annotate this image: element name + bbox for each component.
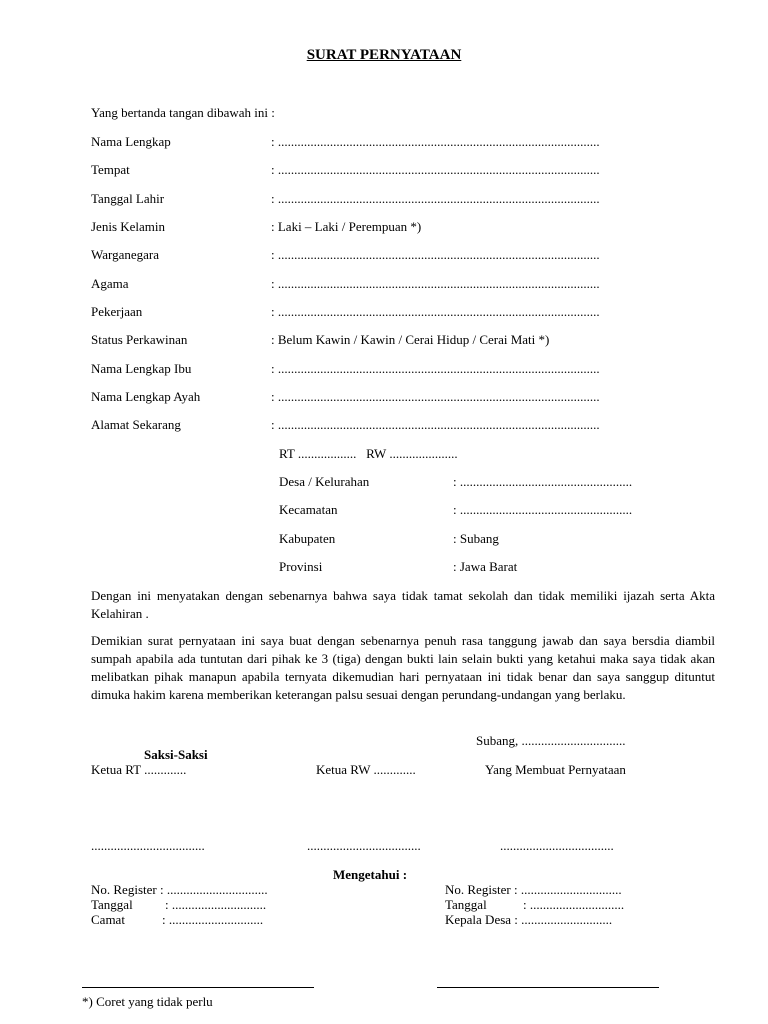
left-tanggal-value: : ............................. [165,897,267,912]
rt-rw-line: RT .................. RW ..................... [279,446,458,461]
field-label-tempat: Tempat [91,162,130,177]
footnote: *) Coret yang tidak perlu [82,994,213,1009]
left-tanggal-label: Tanggal [91,897,133,912]
signature-rule-camat [82,987,314,988]
field-value-nama-lengkap: : ................................................................................................... [271,134,600,149]
field-value-nama-ayah: : ................................................................................................... [271,389,600,404]
address-value-kabupaten: : Subang [453,531,499,546]
field-label-tanggal-lahir: Tanggal Lahir [91,191,165,206]
ketua-rt-label: Ketua RT ............. [91,762,187,777]
field-label-status-perkawinan: Status Perkawinan [91,332,188,347]
field-value-warganegara: : ................................................................................................... [271,247,600,262]
address-label-kabupaten: Kabupaten [279,531,336,546]
page-title: SURAT PERNYATAAN [306,47,462,63]
signature-line-maker: ................................... [500,838,614,853]
field-value-nama-ibu: : ................................................................................................... [271,361,600,376]
signature-line-rt: ................................... [91,838,205,853]
field-value-tempat: : ................................................................................................... [271,162,600,177]
maker-label: Yang Membuat Pernyataan [485,762,626,777]
field-label-alamat: Alamat Sekarang [91,417,181,432]
field-value-tanggal-lahir: : ................................................................................................... [271,191,600,206]
right-tanggal-value: : ............................. [523,897,625,912]
signature-rule-kepala-desa [437,987,659,988]
field-label-nama-lengkap: Nama Lengkap [91,134,171,149]
address-label-desa: Desa / Kelurahan [279,474,370,489]
address-value-kecamatan: : ..................................................... [453,502,633,517]
right-register: No. Register : ............................... [445,882,622,897]
left-camat-label: Camat [91,912,125,927]
ketua-rw-label: Ketua RW ............. [316,762,416,777]
address-value-desa: : ..................................................... [453,474,633,489]
left-camat-value: : ............................. [162,912,264,927]
statement-paragraph-2: Demikian surat pernyataan ini saya buat dengan sebenarnya penuh rasa tanggung jawab dan saya bersdia diambil sumpah apabila ada tuntutan dari pihak ke 3 (tiga) dengan bukti lain selain bukti yang ketahui maka saya tidak akan melibatkan pihak manapun apabila ternyata dikemudian hari pernyataan ini tidak benar dan saya sanggup dituntut dimuka hakim karena memberikan keterangan palsu sesuai dengan perundang-undangan yang berlaku. [91,633,715,702]
left-register: No. Register : ............................... [91,882,268,897]
field-label-nama-ibu: Nama Lengkap Ibu [91,361,192,376]
address-label-provinsi: Provinsi [279,559,323,574]
mengetahui-heading: Mengetahui : [333,867,408,882]
address-label-kecamatan: Kecamatan [279,502,338,517]
signature-line-rw: ................................... [307,838,421,853]
field-label-jenis-kelamin: Jenis Kelamin [91,219,166,234]
right-tanggal-label: Tanggal [445,897,487,912]
field-label-agama: Agama [91,276,129,291]
address-value-provinsi: : Jawa Barat [453,559,518,574]
field-value-agama: : ................................................................................................... [271,276,600,291]
field-value-status-perkawinan: : Belum Kawin / Kawin / Cerai Hidup / Cerai Mati *) [271,332,550,347]
field-label-nama-ayah: Nama Lengkap Ayah [91,389,201,404]
right-kepala-desa: Kepala Desa : ............................ [445,912,613,927]
field-value-pekerjaan: : ................................................................................................... [271,304,600,319]
intro-text: Yang bertanda tangan dibawah ini : [91,105,275,120]
field-value-alamat: : ................................................................................................... [271,417,600,432]
place-date: Subang, ................................ [476,733,626,748]
field-label-pekerjaan: Pekerjaan [91,304,143,319]
field-label-warganegara: Warganegara [91,247,160,262]
witnesses-heading: Saksi-Saksi [144,747,208,762]
field-value-jenis-kelamin: : Laki – Laki / Perempuan *) [271,219,422,234]
statement-paragraph-1: Dengan ini menyatakan dengan sebenarnya bahwa saya tidak tamat sekolah dan tidak memiliki ijazah serta Akta Kelahiran . [91,588,715,621]
